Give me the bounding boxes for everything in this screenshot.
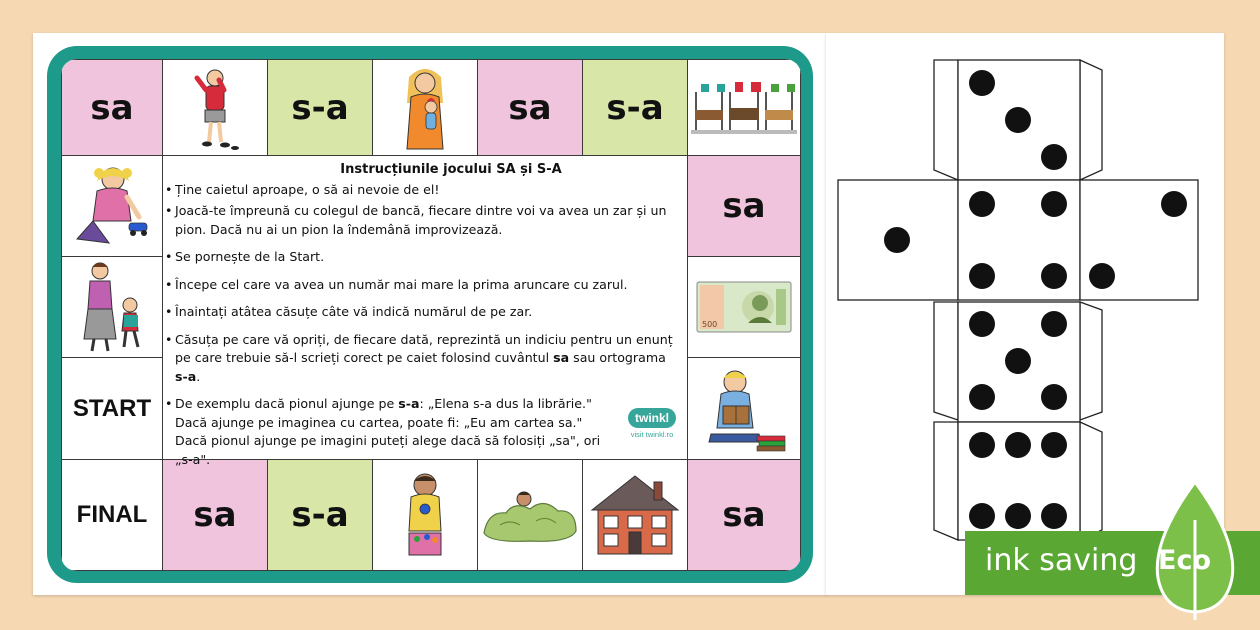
die-tab [1080,60,1102,180]
die-pip [1041,311,1067,337]
die-pip [1005,432,1031,458]
die-tab [934,422,958,540]
die-pip [1041,144,1067,170]
instruction-text: Căsuța pe care vă opriți, de fiecare dată, reprezintă un indiciu pentru un enunț pe care trebuie să-l scrieți corect pe caiet folosind cuvântul [175,331,673,365]
die-pip [969,263,995,289]
cell-word: s-a [606,87,664,128]
die-pip [1005,107,1031,133]
die-tab [934,302,958,420]
die-pip [1041,263,1067,289]
die-pip [1005,348,1031,374]
instruction-text: De exemplu dacă pionul ajunge pe [175,396,395,411]
svg-text:500: 500 [702,320,718,329]
die-pip [969,70,995,96]
instruction-text: : „Elena s-a dus la librărie." Dacă ajunge pe imaginea cu cartea, poate fi: „Eu am cartea sa." Dacă pionul ajunge pe imagini puteți alege dacă să folosiți „sa", ori „s-a". [175,396,601,467]
cell-word: sa [508,87,552,128]
die-pip [1041,191,1067,217]
die-pip [969,384,995,410]
cell-word: s-a [291,87,349,128]
keyword-sa: sa [553,350,570,365]
instruction-item: • Înaintați atâtea căsuțe câte vă indică numărul de pe zar. [165,303,677,322]
twinkl-name: twinkl [628,408,676,428]
die-tab [1080,422,1102,540]
cell-word: sa [193,495,237,535]
die-pip [969,432,995,458]
die-pip [1041,503,1067,529]
instruction-text: sau ortograma [573,350,666,365]
cell-word: sa [722,495,766,535]
instruction-text: . [196,368,201,384]
eco-badge: Eco [1158,545,1211,576]
die-tab [934,60,958,180]
twinkl-url: visit twinkl.ro [630,430,674,439]
instructions-title: Instrucțiunile jocului SA și S-A [340,162,562,177]
die-pip [1041,432,1067,458]
die-pip [969,191,995,217]
die-pip [1005,503,1031,529]
final-label: FINAL [76,501,148,528]
keyword-s-a: s-a [175,368,197,384]
die-pip [884,227,910,253]
die-pip [969,503,995,529]
die-faces [838,60,1198,540]
instruction-item: • Se pornește de la Start. [165,248,677,267]
eco-label: ink saving [985,543,1138,578]
start-label: START [72,394,152,422]
keyword-s-a: s-a [398,396,420,411]
cell-word: sa [722,186,766,226]
die-tab [1080,302,1102,420]
die-pip [1041,384,1067,410]
cell-word: s-a [291,495,349,535]
die-pip [969,311,995,337]
instruction-item: • Ține caietul aproape, o să ai nevoie de el! [165,181,677,200]
die-pip [1161,191,1187,217]
instruction-item: • Începe cel care va avea un număr mai mare la prima aruncare cu zarul. [165,276,677,295]
die-pip [1089,263,1115,289]
cell-word: sa [90,87,134,128]
instruction-item: • Joacă-te împreună cu colegul de bancă, fiecare dintre voi va avea un zar și un pion. Dacă nu ai un pion la îndemână improvizează. [165,202,677,239]
